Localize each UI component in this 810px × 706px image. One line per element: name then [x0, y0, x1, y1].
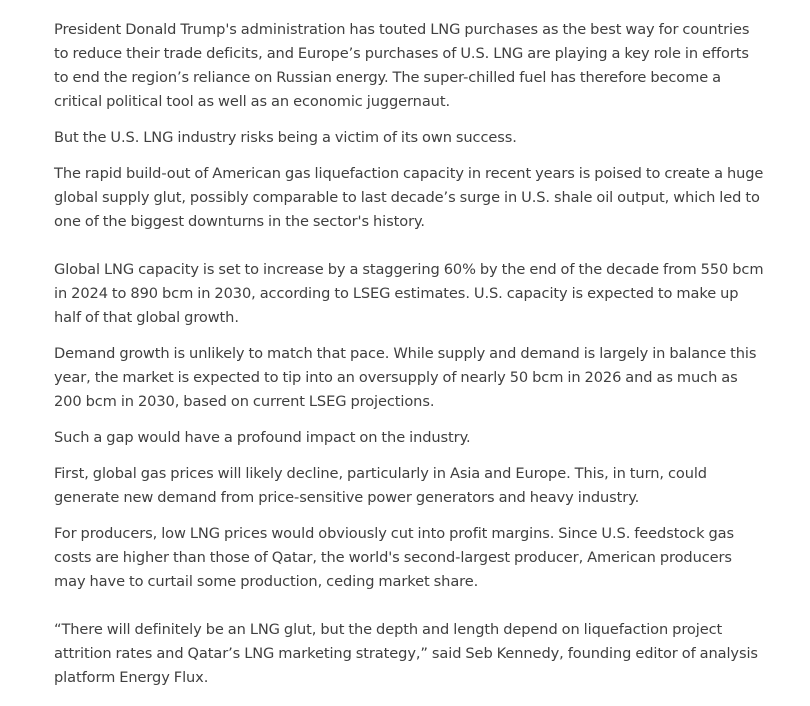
article-body — [54, 18, 764, 690]
article-paragraph: Global LNG capacity is set to increase by a staggering 60% by the end of the decade from 550 bcm in 2024 to 890 bcm in 2030, according to LSEG estimates. U.S. capacity is expected to make up half of that global growth. — [54, 261, 764, 326]
article-paragraph: “There will definitely be an LNG glut, but the depth and length depend on liquefaction project attrition rates and Qatar’s LNG marketing strategy,” said Seb Kennedy, founding editor of analysis platform Energy Flux. — [54, 621, 758, 686]
article-paragraph: But the U.S. LNG industry risks being a victim of its own success. — [54, 129, 517, 146]
article-paragraph: For producers, low LNG prices would obviously cut into profit margins. Since U.S. feedstock gas costs are higher than those of Qatar, the world's second-largest producer, American producers may have to curtail some production, ceding market share. — [54, 525, 735, 590]
article-paragraph: Such a gap would have a profound impact on the industry. — [54, 429, 471, 446]
article-paragraph: First, global gas prices will likely decline, particularly in Asia and Europe. This, in turn, could generate new demand from price-sensitive power generators and heavy industry. — [54, 465, 707, 506]
article-paragraph: The rapid build-out of American gas liquefaction capacity in recent years is poised to create a huge global supply glut, possibly comparable to last decade’s surge in U.S. shale oil output, which led to one of the biggest downturns in the sector's history. — [54, 165, 764, 230]
article-paragraph: President Donald Trump's administration has touted LNG purchases as the best way for countries to reduce their trade deficits, and Europe’s purchases of U.S. LNG are playing a key role in efforts to end the region’s reliance on Russian energy. The super-chilled fuel has therefore become a critical political tool as well as an economic juggernaut. — [54, 21, 750, 110]
article-paragraph: Demand growth is unlikely to match that pace. While supply and demand is largely in balance this year, the market is expected to tip into an oversupply of nearly 50 bcm in 2026 and as much as 200 bcm in 2030, based on current LSEG projections. — [54, 345, 757, 410]
